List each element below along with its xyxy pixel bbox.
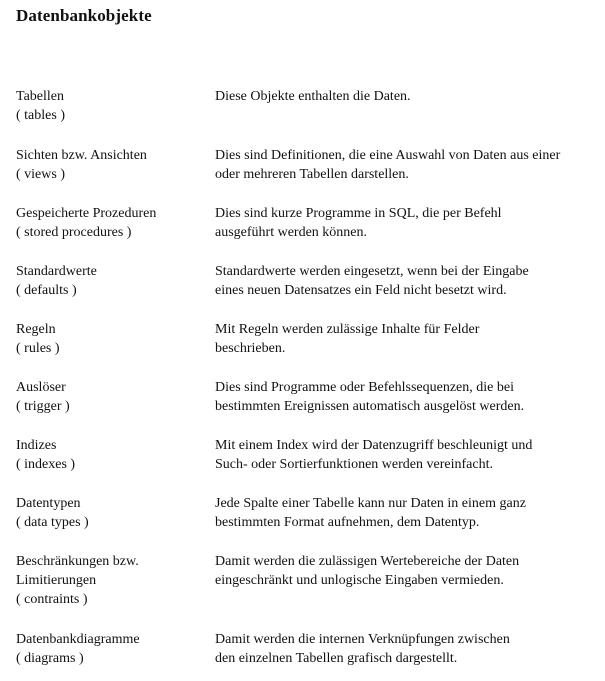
entry-term <box>16 494 206 532</box>
term-line: Limitierungen <box>16 573 97 588</box>
term-line: Indizes <box>16 438 57 453</box>
entry-description <box>215 630 600 668</box>
term-line: ( views ) <box>16 167 65 182</box>
entry-description <box>215 262 600 300</box>
term-line: Tabellen <box>16 89 64 104</box>
term-line: ( defaults ) <box>16 283 77 298</box>
entry-description <box>215 378 600 416</box>
description-line: den einzelnen Tabellen grafisch dargestellt. <box>215 651 458 666</box>
description-line: Dies sind kurze Programme in SQL, die per Befehl <box>215 206 502 221</box>
term-line: Datentypen <box>16 496 81 511</box>
description-line: Dies sind Programme oder Befehlssequenzen, die bei <box>215 380 514 395</box>
description-line: Mit Regeln werden zulässige Inhalte für Felder <box>215 322 480 337</box>
entry-term <box>16 262 206 300</box>
term-line: ( trigger ) <box>16 399 70 414</box>
term-line: ( tables ) <box>16 108 65 123</box>
entry-term <box>16 378 206 416</box>
page-title: Datenbankobjekte <box>16 6 152 25</box>
description-line: beschrieben. <box>215 341 286 356</box>
entry-description <box>215 320 600 358</box>
description-line: Such- oder Sortierfunktionen werden vereinfacht. <box>215 457 493 472</box>
term-line: Beschränkungen bzw. <box>16 554 139 569</box>
term-line: Regeln <box>16 322 56 337</box>
term-line: Standardwerte <box>16 264 97 279</box>
description-line: oder mehreren Tabellen darstellen. <box>215 167 409 182</box>
description-line: Damit werden die zulässigen Wertebereiche der Daten <box>215 554 520 569</box>
description-line: Diese Objekte enthalten die Daten. <box>215 89 411 104</box>
description-line: bestimmten Ereignissen automatisch ausgelöst werden. <box>215 399 525 414</box>
description-line: Standardwerte werden eingesetzt, wenn bei der Eingabe <box>215 264 529 279</box>
term-line: Auslöser <box>16 380 66 395</box>
description-line: eines neuen Datensatzes ein Feld nicht besetzt wird. <box>215 283 507 298</box>
term-line: Sichten bzw. Ansichten <box>16 148 147 163</box>
term-line: ( contraints ) <box>16 592 88 607</box>
description-line: eingeschränkt und unlogische Eingaben vermieden. <box>215 573 504 588</box>
entry-term <box>16 630 206 668</box>
entry-term <box>16 146 206 184</box>
term-line: Gespeicherte Prozeduren <box>16 206 157 221</box>
term-line: ( data types ) <box>16 515 89 530</box>
description-line: bestimmten Format aufnehmen, dem Datentyp. <box>215 515 480 530</box>
description-line: ausgeführt werden können. <box>215 225 368 240</box>
term-line: ( diagrams ) <box>16 651 84 666</box>
entry-description <box>215 552 600 590</box>
description-line: Dies sind Definitionen, die eine Auswahl von Daten aus einer <box>215 148 561 163</box>
entry-description <box>215 146 600 184</box>
entry-term <box>16 204 206 242</box>
description-line: Damit werden die internen Verknüpfungen zwischen <box>215 632 510 647</box>
entry-description <box>215 494 600 532</box>
entry-description <box>215 204 600 242</box>
entry-term <box>16 320 206 358</box>
entry-description <box>215 87 600 106</box>
description-line: Mit einem Index wird der Datenzugriff beschleunigt und <box>215 438 533 453</box>
term-line: ( stored procedures ) <box>16 225 132 240</box>
description-line: Jede Spalte einer Tabelle kann nur Daten in einem ganz <box>215 496 526 511</box>
term-line: ( rules ) <box>16 341 60 356</box>
term-line: Datenbankdiagramme <box>16 632 140 647</box>
entry-term <box>16 87 206 125</box>
entry-term <box>16 436 206 474</box>
term-line: ( indexes ) <box>16 457 76 472</box>
entry-description <box>215 436 600 474</box>
entry-term <box>16 552 206 609</box>
